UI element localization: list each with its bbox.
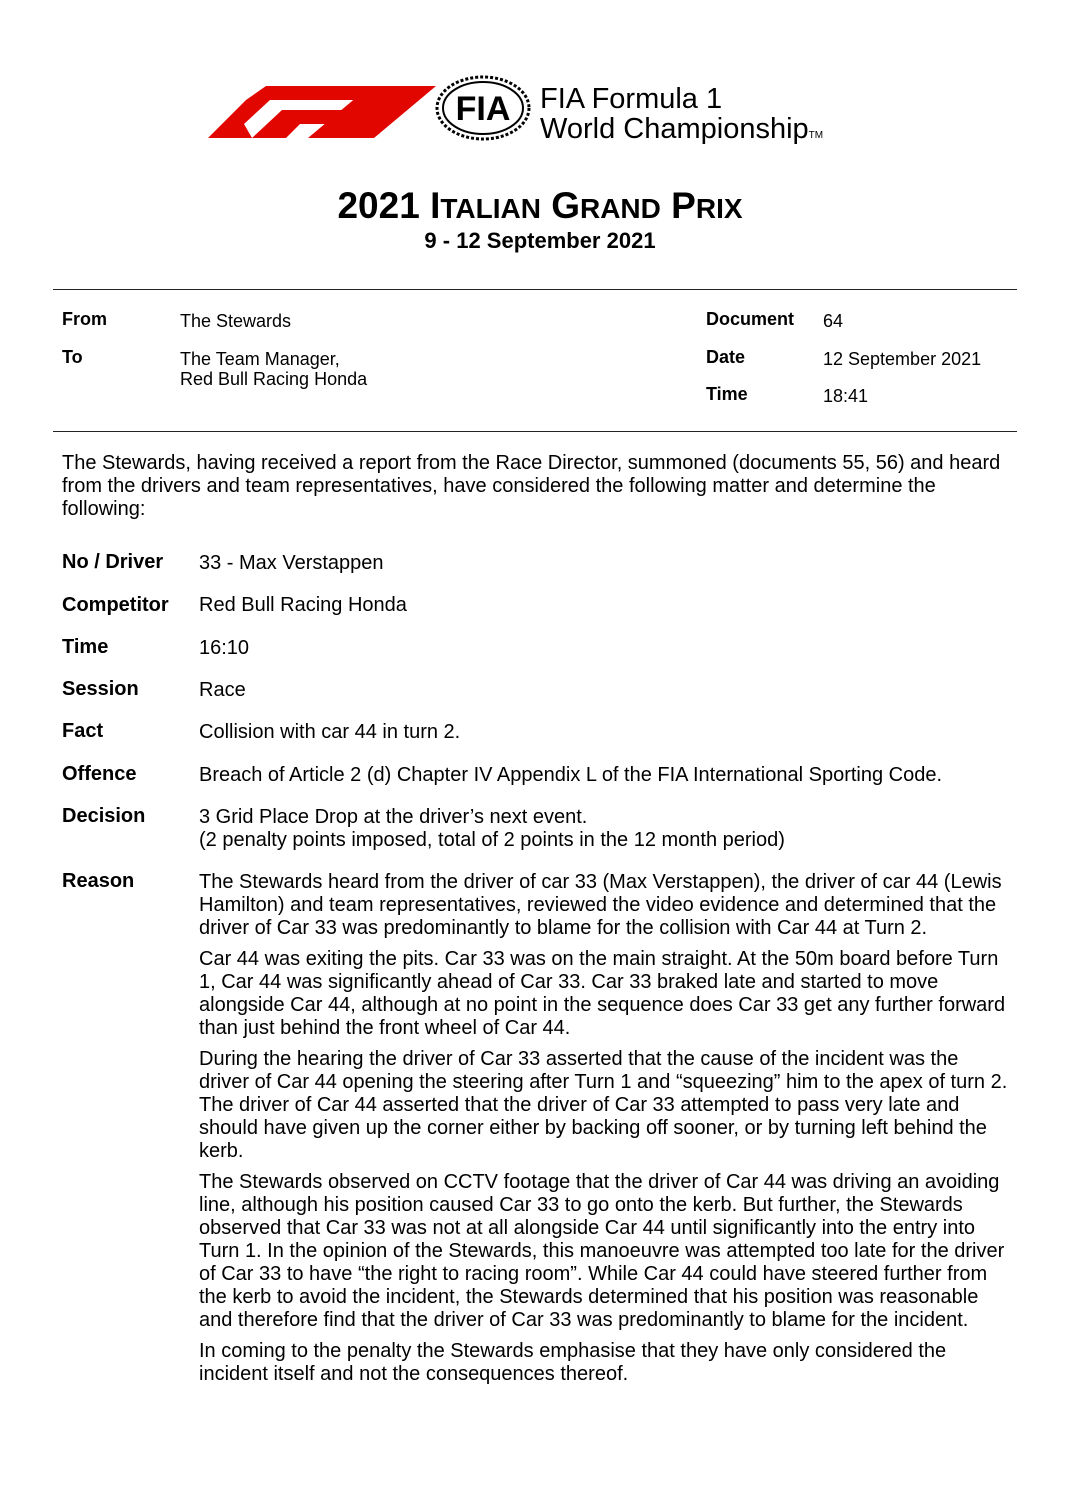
reason-paragraph: The Stewards heard from the driver of car 33 (Max Verstappen), the driver of car 44 (Lewis Hamilton) and team representatives, reviewed the video evidence and determined that the driver of Car 33 was predominantly to blame for the collision with Car 44 at Turn 2.	[199, 871, 1002, 939]
to-value: The Team Manager, Red Bull Racing Honda	[180, 349, 368, 389]
time-value: 18:41	[823, 386, 869, 406]
document-value: 64	[823, 311, 844, 331]
intro-paragraph: The Stewards, having received a report from the Race Director, summoned (documents 55, 56) and heard from the drivers and team representatives, have considered the following matter and determine the following:	[62, 452, 1001, 520]
fact-value: Collision with car 44 in turn 2.	[199, 721, 461, 743]
reason-paragraph: In coming to the penalty the Stewards emphasise that they have only considered the incident itself and not the consequences thereof.	[199, 1340, 947, 1385]
page-title: 2021 ITALIAN GRAND PRIX	[337, 185, 743, 226]
offence-value: Breach of Article 2 (d) Chapter IV Appendix L of the FIA International Sporting Code.	[199, 764, 943, 786]
session-value: Race	[199, 679, 246, 701]
reason-text	[199, 871, 1009, 1394]
driver-value: 33 - Max Verstappen	[199, 552, 384, 574]
fia-logo-text: FIA	[455, 90, 511, 128]
competitor-label: Competitor	[62, 594, 169, 616]
divider-top	[53, 289, 1017, 290]
reason-paragraph: The Stewards observed on CCTV footage that the driver of Car 44 was driving an avoiding line, although his position caused Car 33 to go onto the kerb. But further, the Stewards observed that Car 33 was not at all alongside Car 44 until significantly into the entry into Turn 1. In the opinion of the Stewards, this manoeuvre was attempted too late for the driver of Car 33 to have “the right to racing room”. While Car 44 could have steered further from the kerb to avoid the incident, the Stewards determined that his position was reasonable and therefore find that the driver of Car 33 was predominantly to blame for the incident.	[199, 1171, 1005, 1331]
from-label: From	[62, 309, 107, 329]
brand-line-2: World ChampionshipTM	[540, 113, 824, 145]
reason-label: Reason	[62, 870, 135, 892]
trademark: TM	[808, 130, 824, 141]
fia-logo	[434, 74, 532, 142]
incident-time-label: Time	[62, 636, 109, 658]
competitor-value: Red Bull Racing Honda	[199, 594, 407, 616]
offence-label: Offence	[62, 763, 137, 785]
fact-label: Fact	[62, 720, 104, 742]
session-label: Session	[62, 678, 139, 700]
from-value: The Stewards	[180, 311, 292, 331]
time-label: Time	[706, 384, 748, 404]
date-label: Date	[706, 347, 746, 367]
driver-label: No / Driver	[62, 551, 164, 573]
brand-text	[540, 84, 823, 151]
document-label: Document	[706, 309, 795, 329]
brand-line-1: FIA Formula 1	[540, 83, 723, 115]
f1-logo	[208, 80, 436, 138]
event-dates: 9 - 12 September 2021	[424, 228, 656, 253]
decision-label: Decision	[62, 805, 146, 827]
date-value: 12 September 2021	[823, 349, 982, 369]
reason-paragraph: During the hearing the driver of Car 33 asserted that the cause of the incident was the driver of Car 44 opening the steering after Turn 1 and “squeezing” him to the apex of turn 2. The driver of Car 44 asserted that the driver of Car 33 attempted to pass very late and should have given up the corner either by backing off sooner, or by turning left behind the kerb.	[199, 1048, 1008, 1162]
divider-bottom	[53, 431, 1017, 432]
to-label: To	[62, 347, 83, 367]
incident-time-value: 16:10	[199, 637, 250, 659]
decision-value: 3 Grid Place Drop at the driver’s next event. (2 penalty points imposed, total of 2 points in the 12 month period)	[199, 806, 785, 851]
reason-paragraph: Car 44 was exiting the pits. Car 33 was on the main straight. At the 50m board before Turn 1, Car 44 was significantly ahead of Car 33. Car 33 braked late and started to move alongside Car 44, although at no point in the sequence does Car 33 get any further forward than just behind the front wheel of Car 44.	[199, 948, 1006, 1039]
